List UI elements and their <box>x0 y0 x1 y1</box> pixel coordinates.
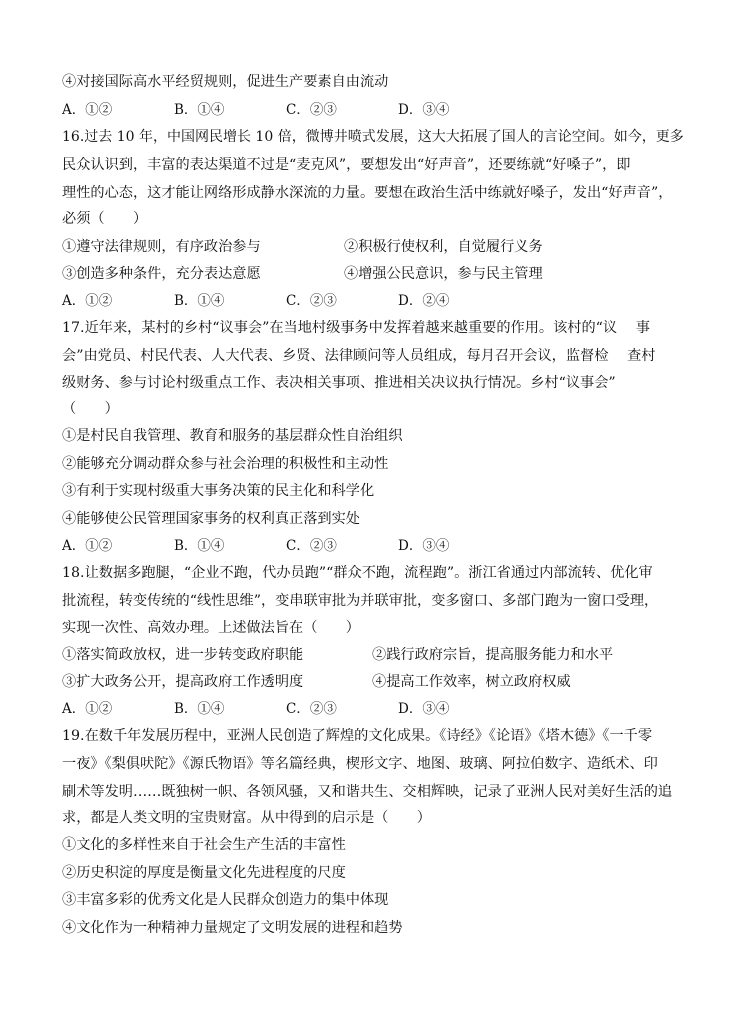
q18-items-row-1 <box>62 645 682 665</box>
q17-item-2: ②能够充分调动群众参与社会治理的积极性和主动性 <box>62 456 389 472</box>
q19-stem-line-2: 一夜》《梨俱吠陀》《源氏物语》等名篇经典，楔形文字、地图、玻璃、阿拉伯数字、造纸术、印 <box>62 756 658 772</box>
q17-item-3: ③有利于实现村级重大事务决策的民主化和科学化 <box>62 483 375 499</box>
q16-stem-line-3: 理性的心态，这才能让网络形成静水深流的力量。要想在政治生活中练就好嗓子，发出“好声音”， <box>62 185 673 201</box>
q15-option-c: C．②③ <box>286 102 337 118</box>
q16-stem-line-2: 民众认识到，丰富的表达渠道不过是“麦克风”，要想发出“好声音”，还要练就“好嗓子”，即 <box>62 157 631 173</box>
q18-item-2: ②践行政府宗旨，提高服务能力和水平 <box>372 647 614 663</box>
q19-item-4: ④文化作为一种精神力量规定了文明发展的进程和趋势 <box>62 920 403 936</box>
q17-item-1: ①是村民自我管理、教育和服务的基层群众性自治组织 <box>62 428 403 444</box>
q18-option-d: D．③④ <box>398 701 450 717</box>
q17-option-a: A．①② <box>62 538 113 554</box>
q15-option-a: A．①② <box>62 102 113 118</box>
q18-stem-line-3: 实现一次性、高效办理。上述做法旨在（ ） <box>62 620 360 636</box>
q19-stem-line-4: 求，都是人类文明的宝贵财富。从中得到的启示是（ ） <box>62 810 431 826</box>
q16-option-a: A．①② <box>62 293 113 309</box>
q15-option-b: B．①④ <box>174 102 225 118</box>
q18-items-row-2 <box>62 672 682 692</box>
q15-options <box>62 100 510 120</box>
q18-option-a: A．①② <box>62 701 113 717</box>
q17-option-d: D．③④ <box>398 538 450 554</box>
q19-item-1: ①文化的多样性来自于社会生产生活的丰富性 <box>62 837 346 853</box>
q16-item-3: ③创造多种条件，充分表达意愿 <box>62 266 261 282</box>
q16-stem-line-4: 必须（ ） <box>62 211 148 227</box>
q17-item-4: ④能够使公民管理国家事务的权利真正落到实处 <box>62 511 360 527</box>
q15-option-d: D．③④ <box>398 102 450 118</box>
q17-option-c: C．②③ <box>286 538 337 554</box>
q16-option-d: D．②④ <box>398 293 450 309</box>
q16-item-2: ②积极行使权利，自觉履行义务 <box>344 239 543 255</box>
q16-option-c: C．②③ <box>286 293 337 309</box>
q18-item-3: ③扩大政务公开，提高政府工作透明度 <box>62 674 304 690</box>
q15-item-4: ④对接国际高水平经贸规则，促进生产要素自由流动 <box>62 74 389 90</box>
q17-stem-line-4: （ ） <box>62 401 119 417</box>
q18-option-b: B．①④ <box>174 701 225 717</box>
q17-option-b: B．①④ <box>174 538 225 554</box>
q16-options <box>62 291 510 311</box>
q16-items-row-1 <box>62 237 682 257</box>
q16-items-row-2 <box>62 264 682 284</box>
q18-option-c: C．②③ <box>286 701 337 717</box>
q19-stem-line-1: 19.在数千年发展历程中，亚洲人民创造了辉煌的文化成果。《诗经》《论语》《塔木德》《一千零 <box>62 728 653 744</box>
q16-item-4: ④增强公民意识，参与民主管理 <box>344 266 543 282</box>
q16-stem-line-1: 16.过去 10 年，中国网民增长 10 倍，微博井喷式发展，这大大拓展了国人的言论空间。如今，更多 <box>62 129 684 145</box>
q17-stem-line-3: 级财务、参与讨论村级重点工作、表决相关事项、推进相关决议执行情况。乡村“议事会” <box>62 375 616 391</box>
q18-options <box>62 699 510 719</box>
q18-item-4: ④提高工作效率，树立政府权威 <box>372 674 571 690</box>
q16-item-1: ①遵守法律规则，有序政治参与 <box>62 239 261 255</box>
q19-stem-line-3: 刷术等发明……既独树一帜、各领风骚，又和谐共生、交相辉映，记录了亚洲人民对美好生活的追 <box>62 784 673 800</box>
q18-item-1: ①落实简政放权，进一步转变政府职能 <box>62 647 304 663</box>
q16-option-b: B．①④ <box>174 293 225 309</box>
q17-stem-line-1: 17.近年来，某村的乡村“议事会”在当地村级事务中发挥着越来越重要的作用。该村的“议 事 <box>62 320 650 336</box>
q17-stem-line-2: 会”由党员、村民代表、人大代表、乡贤、法律顾问等人员组成，每月召开会议，监督检 查村 <box>62 348 656 364</box>
q17-options <box>62 536 510 556</box>
q18-stem-line-2: 批流程，转变传统的“线性思维”，变串联审批为并联审批，变多窗口、多部门跑为一窗口受理， <box>62 593 659 609</box>
q19-item-3: ③丰富多彩的优秀文化是人民群众创造力的集中体现 <box>62 892 389 908</box>
q18-stem-line-1: 18.让数据多跑腿，“企业不跑，代办员跑”“群众不跑，流程跑”。浙江省通过内部流转、优化审 <box>62 565 653 581</box>
q19-item-2: ②历史积淀的厚度是衡量文化先进程度的尺度 <box>62 865 346 881</box>
